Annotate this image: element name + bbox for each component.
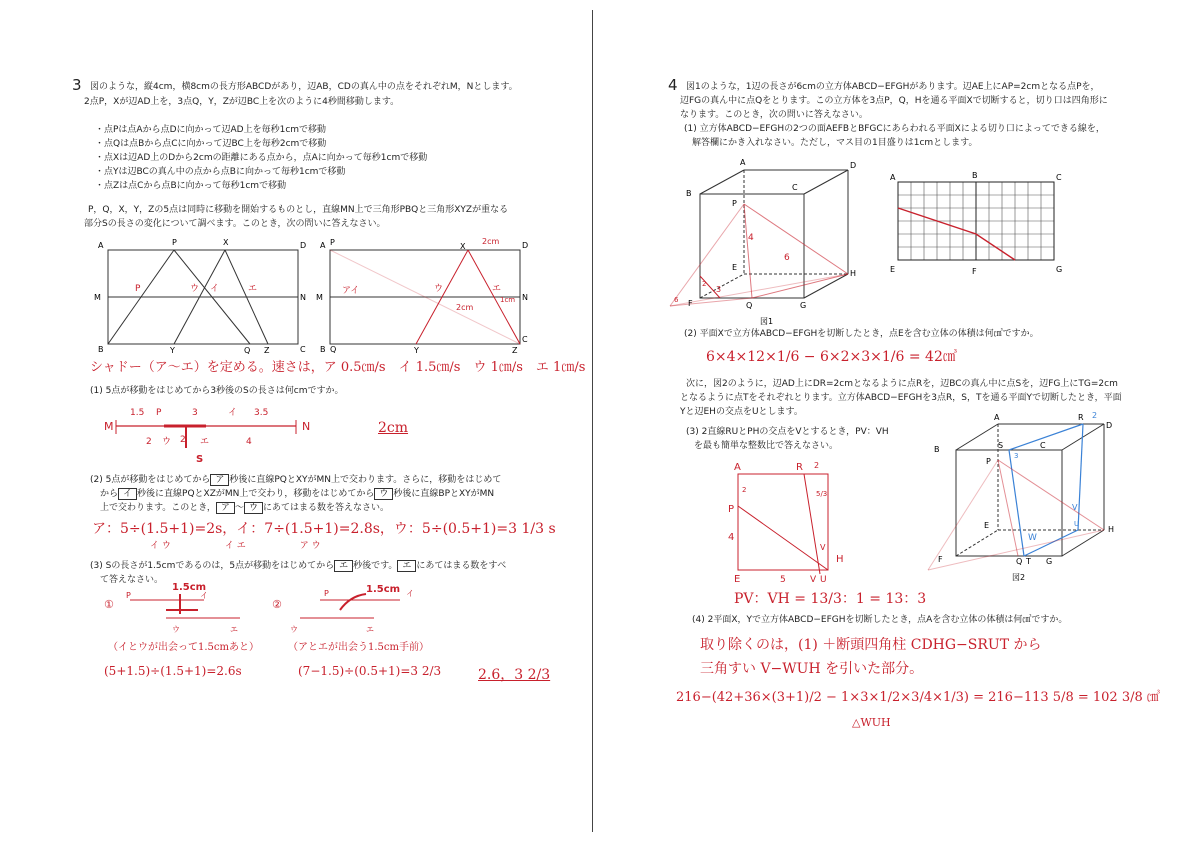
page-divider: [592, 10, 593, 832]
q3s-label-r2: 2: [814, 461, 820, 470]
cube2-label-g: G: [1046, 557, 1053, 566]
cube2-label-r: R: [1078, 413, 1084, 422]
q3-condition-2: 部分Sの長さの変化について調べます。このとき，次の問いに答えなさい。: [84, 219, 386, 229]
case1-p: P: [126, 591, 131, 600]
fig1-hw-i: イ: [210, 284, 220, 294]
case1-length: 1.5cm: [172, 582, 207, 593]
cube1-label-a: A: [740, 158, 746, 167]
grid-label-g: G: [1056, 265, 1063, 274]
grid-label-b: B: [972, 171, 978, 180]
cube2-label-v: V: [1072, 503, 1078, 512]
fig1-label-z: Z: [264, 346, 270, 355]
q1-label-2a: 2: [146, 437, 152, 447]
cube1-label-p: P: [732, 199, 737, 208]
q1-label-3: 3: [192, 408, 198, 418]
cube2-label-w: W: [1028, 533, 1037, 543]
q4-q4-answer: 216−(42+36×(3+1)/2 − 1×3×1/2×3/4×1/3) = 216−113 5/8 = 102 3/8 ㎤: [676, 690, 1160, 705]
q1-label-n: N: [302, 420, 311, 433]
fig1-hw-e: エ: [248, 284, 258, 294]
q3-q2-answer: ア：5÷(1.5+1)=2s，イ：7÷(1.5+1)=2.8s，ウ：5÷(0.5+1)=3 1/3 s: [92, 521, 556, 537]
q3-box-e: エ: [334, 560, 353, 572]
cube2-label-p: P: [986, 457, 991, 466]
cube2-label-3: 3: [1014, 452, 1019, 460]
q4-q4: (4) 2平面X，Yで立方体ABCD−EFGHを切断したとき，点Aを含む立体の体積は何㎤ですか。: [692, 615, 1068, 625]
cube1-hw-6: 6: [784, 253, 790, 263]
fig1-hw-p: P: [135, 284, 141, 294]
case2-p: P: [324, 589, 329, 598]
fig2-label-b: B: [320, 345, 326, 354]
q3s-label-v2: V: [820, 543, 826, 552]
problem-4-number: 4: [668, 76, 678, 94]
q3-case1-calc: (5+1.5)÷(1.5+1)=2.6s: [104, 664, 242, 678]
cube2-label-t: T: [1026, 557, 1031, 566]
case2-number: ②: [272, 598, 282, 611]
cube1-caption: 図1: [760, 317, 774, 326]
q3-figure-left: [90, 236, 320, 356]
q4-q3-sketch: [724, 456, 864, 586]
case2-u: ウ: [290, 625, 298, 634]
q4-q4-under: △WUH: [852, 716, 891, 729]
cube2-label-h: H: [1108, 525, 1115, 534]
fig2-hw-2cm-top: 2cm: [482, 237, 500, 246]
q4-next-2: となるように点Tをそれぞれとります。立方体ABCD−EFGHを3点R，S，Tを通る平面Yで切断したとき，平面: [680, 393, 1122, 403]
q2-box-u: ウ: [374, 488, 393, 500]
q3s-label-e: E: [734, 574, 741, 585]
q1-label-4: 4: [246, 437, 252, 447]
case1-e: エ: [230, 625, 238, 634]
problem-3-number: 3: [72, 76, 82, 94]
fig1-label-p: P: [172, 238, 177, 247]
fig1-label-m: M: [94, 293, 101, 302]
fig1-label-d: D: [300, 241, 307, 250]
fig1-label-b: B: [98, 345, 104, 354]
q3-rule-2: ・点Qは点Bから点Cに向かって辺BC上を毎秒2cmで移動: [95, 139, 327, 149]
q1-label-1-5: 1.5: [130, 408, 145, 418]
cube2-label-c: C: [1040, 441, 1046, 450]
fig1-label-y: Y: [170, 346, 175, 355]
q3s-label-h: H: [836, 554, 844, 565]
cube1-label-e: E: [732, 263, 738, 272]
q3s-label-r: R: [796, 462, 803, 473]
q3-figure-right: [316, 236, 548, 356]
q3s-label-frac: 5/3: [816, 490, 828, 498]
q4-figure-2-cube: [928, 410, 1118, 586]
q3-q1-answer: 2cm: [378, 420, 409, 436]
q3-shadow-note: シャドー（ア〜エ）を定める。速さは，ア 0.5㎝/s イ 1.5㎝/s ウ 1㎝/s エ 1㎝/s: [90, 360, 586, 375]
cube1-label-b: B: [686, 189, 692, 198]
q3s-label-2: 2: [742, 486, 747, 494]
q1-label-m: M: [104, 420, 114, 433]
q4-q4-note-2: 三角すい V−WUH を引いた部分。: [700, 661, 924, 677]
q3-rule-5: ・点Zは点Cから点Bに向かって毎秒1cmで移動: [95, 181, 287, 191]
cube2-label-f: F: [938, 555, 943, 564]
cube2-label-2: 2: [1092, 411, 1098, 420]
fig1-label-c: C: [300, 345, 306, 354]
cube1-hw-3: 3: [716, 285, 722, 294]
case2-e: エ: [366, 625, 374, 634]
case2-i: イ: [406, 589, 414, 598]
q3-case2-calc: (7−1.5)÷(0.5+1)=3 2/3: [298, 664, 442, 678]
cube1-label-q: Q: [746, 301, 753, 310]
q4-q1-line2: 解答欄にかき入れなさい。ただし，マス目の1目盛りは1cmとします。: [692, 138, 978, 148]
q4-intro-2: 辺FGの真ん中に点Qをとります。この立方体を3点P，Q，Hを通る平面Xで切断すると，切り口は四角形に: [680, 96, 1108, 106]
q3-case2-figure: [270, 578, 450, 636]
cube1-label-f: F: [688, 299, 693, 308]
cube1-hw-4: 4: [748, 233, 754, 243]
q3-rule-3: ・点Xは辺AD上のDから2cmの距離にある点から，点Aに向かって毎秒1cmで移動: [95, 153, 428, 163]
cube2-label-b: B: [934, 445, 940, 454]
fig2-label-z: Z: [512, 346, 518, 355]
q3-q2-answer-under: イ ウ イ エ ア ウ: [150, 541, 321, 551]
q3-q2-line1: (2) 5点が移動をはじめてから ア 秒後に直線PQとXYがMN上で交わります。さらに，移動をはじめて: [90, 475, 502, 485]
fig2-label-n: N: [522, 293, 528, 302]
q3-rule-1: ・点Pは点Aから点Dに向かって辺AD上を毎秒1cmで移動: [95, 125, 327, 135]
q3-q3-answer: 2.6，3 2/3: [478, 667, 551, 683]
q3-case1-note: （イとウが出会って1.5cmあと）: [108, 642, 259, 653]
q3-rule-4: ・点Yは辺BCの真ん中の点から点Bに向かって毎秒1cmで移動: [95, 167, 346, 177]
q3s-label-4: 4: [728, 532, 735, 543]
q3-case1-figure: [100, 578, 280, 636]
q3-q2-line3: 上で交わります。このとき， ア 〜 ウ にあてはまる数を答えなさい。: [100, 503, 389, 513]
fig2-label-q: Q: [330, 345, 337, 354]
q3s-label-a: A: [734, 462, 741, 473]
fig2-hw-u: ウ: [434, 284, 444, 294]
q4-grid-answer: [886, 170, 1066, 280]
q1-label-e: エ: [200, 437, 210, 447]
cube2-label-d: D: [1106, 421, 1113, 430]
fig2-hw-e: エ: [492, 284, 502, 294]
grid-label-f: F: [972, 267, 977, 276]
grid-label-c: C: [1056, 173, 1062, 182]
q3s-label-5: 5: [780, 575, 786, 585]
grid-label-e: E: [890, 265, 896, 274]
cube1-label-c: C: [792, 183, 798, 192]
q3-case2-note: （アとエが出会う1.5cm手前）: [288, 642, 429, 653]
fig2-label-d: D: [522, 241, 529, 250]
q4-q3-answer: PV：VH = 13/3：1 = 13：3: [734, 591, 927, 607]
q4-q4-note-1: 取り除くのは，(1) ＋断頭四角柱 CDHG−SRUT から: [700, 637, 1042, 653]
q3-q2-line2: から イ 秒後に直線PQとXZがMN上で交わり，移動をはじめてから ウ 秒後に直線BPとXYがMN: [100, 489, 495, 499]
q1-label-2b: 2: [180, 435, 186, 445]
cube2-label-s: S: [998, 441, 1004, 450]
q4-intro-3: なります。このとき，次の問いに答えなさい。: [680, 110, 868, 120]
cube1-hw-6b: 6: [674, 296, 679, 304]
fig1-label-q: Q: [244, 346, 251, 355]
q3s-label-p: P: [728, 504, 735, 515]
q1-label-i: イ: [228, 408, 238, 418]
q4-q2: (2) 平面Xで立方体ABCD−EFGHを切断したとき，点Eを含む立体の体積は何㎤ですか。: [684, 329, 1039, 339]
q4-intro-1: 図1のような，1辺の長さが6cmの立方体ABCD−EFGHがあります。辺AE上にAP=2cmとなる点Pを，: [686, 82, 1100, 92]
q3-question-1: (1) 5点が移動をはじめてから3秒後のSの長さは何cmですか。: [90, 386, 344, 396]
fig2-label-p: P: [330, 238, 335, 247]
cube2-label-q: Q: [1016, 557, 1023, 566]
q3-intro-1: 図のような，縦4cm，横8cmの長方形ABCDがあり，辺AB，CDの真ん中の点をそれぞれM，Nとします。: [90, 82, 518, 92]
case1-number: ①: [104, 598, 114, 611]
q4-q2-answer: 6×4×12×1/6 − 6×2×3×1/6 = 42㎤: [706, 349, 957, 365]
fig1-label-x: X: [223, 238, 229, 247]
q1-label-p: P: [156, 408, 162, 418]
fig1-label-a: A: [98, 241, 104, 250]
q4-figure-1-cube: [660, 156, 870, 324]
cube1-label-h: H: [850, 269, 857, 278]
cube2-label-u: U: [1074, 520, 1080, 528]
cube1-label-g: G: [800, 301, 807, 310]
cube2-caption: 図2: [1012, 573, 1026, 582]
fig2-hw-2cm: 2cm: [456, 303, 474, 312]
fig2-label-a: A: [320, 241, 326, 250]
cube1-label-d: D: [850, 161, 857, 170]
q2-box-a: ア: [210, 474, 229, 486]
case2-length: 1.5cm: [366, 584, 401, 595]
q2-box-a2: ア: [216, 502, 235, 514]
q3s-label-v1: V: [810, 575, 817, 585]
q2-box-i: イ: [118, 488, 137, 500]
case1-u: ウ: [172, 625, 180, 634]
q3-q3-line2: て答えなさい。: [100, 575, 164, 585]
q1-label-3-5: 3.5: [254, 408, 269, 418]
fig2-label-y: Y: [414, 346, 419, 355]
fig1-hw-u: ウ: [190, 284, 200, 294]
q4-q1-line1: (1) 立方体ABCD−EFGHの2つの面AEFBとBFGCにあらわれる平面Xによる切り口によってできる線を，: [684, 124, 1105, 134]
q2-box-u2: ウ: [244, 502, 263, 514]
q4-next-3: Yと辺EHの交点をUとします。: [680, 407, 803, 417]
fig2-hw-1cm: 1cm: [500, 296, 516, 304]
cube1-hw-2: 2: [702, 280, 707, 288]
fig2-label-m: M: [316, 293, 323, 302]
fig2-label-c: C: [522, 335, 528, 344]
fig1-label-n: N: [300, 293, 306, 302]
q3-condition-1: P，Q，X，Y，Zの5点は同時に移動を開始するものとし，直線MN上で三角形PBQと三角形XYZが重なる: [88, 205, 509, 215]
q4-q3-line1: (3) 2直線RUとPHの交点をVとするとき，PV：VH: [686, 427, 889, 437]
q4-next-1: 次に，図2のように，辺AD上にDR=2cmとなるように点Rを，辺BCの真ん中に点Sを，辺FG上にTG=2cm: [686, 379, 1118, 389]
q3s-label-u: U: [820, 575, 827, 585]
case1-i: イ: [200, 591, 208, 600]
grid-label-a: A: [890, 173, 896, 182]
q3-intro-2: 2点P，Xが辺AD上を，3点Q，Y，Zが辺BC上を次のように4秒間移動します。: [84, 97, 400, 107]
q1-label-s: S: [196, 454, 204, 465]
fig2-hw-ai: アイ: [342, 286, 360, 296]
q3-q1-number-line: [96, 404, 336, 464]
q4-q3-line2: を最も簡単な整数比で答えなさい。: [694, 441, 839, 451]
q3-q3-line1: (3) Sの長さが1.5cmであるのは，5点が移動をはじめてから エ 秒後です。 エ にあてはまる数をすべ: [90, 561, 507, 571]
cube2-label-a: A: [994, 413, 1000, 422]
q1-label-u: ウ: [162, 437, 172, 447]
cube2-label-e: E: [984, 521, 990, 530]
fig2-label-x: X: [460, 242, 466, 251]
q3-box-e2: エ: [397, 560, 416, 572]
